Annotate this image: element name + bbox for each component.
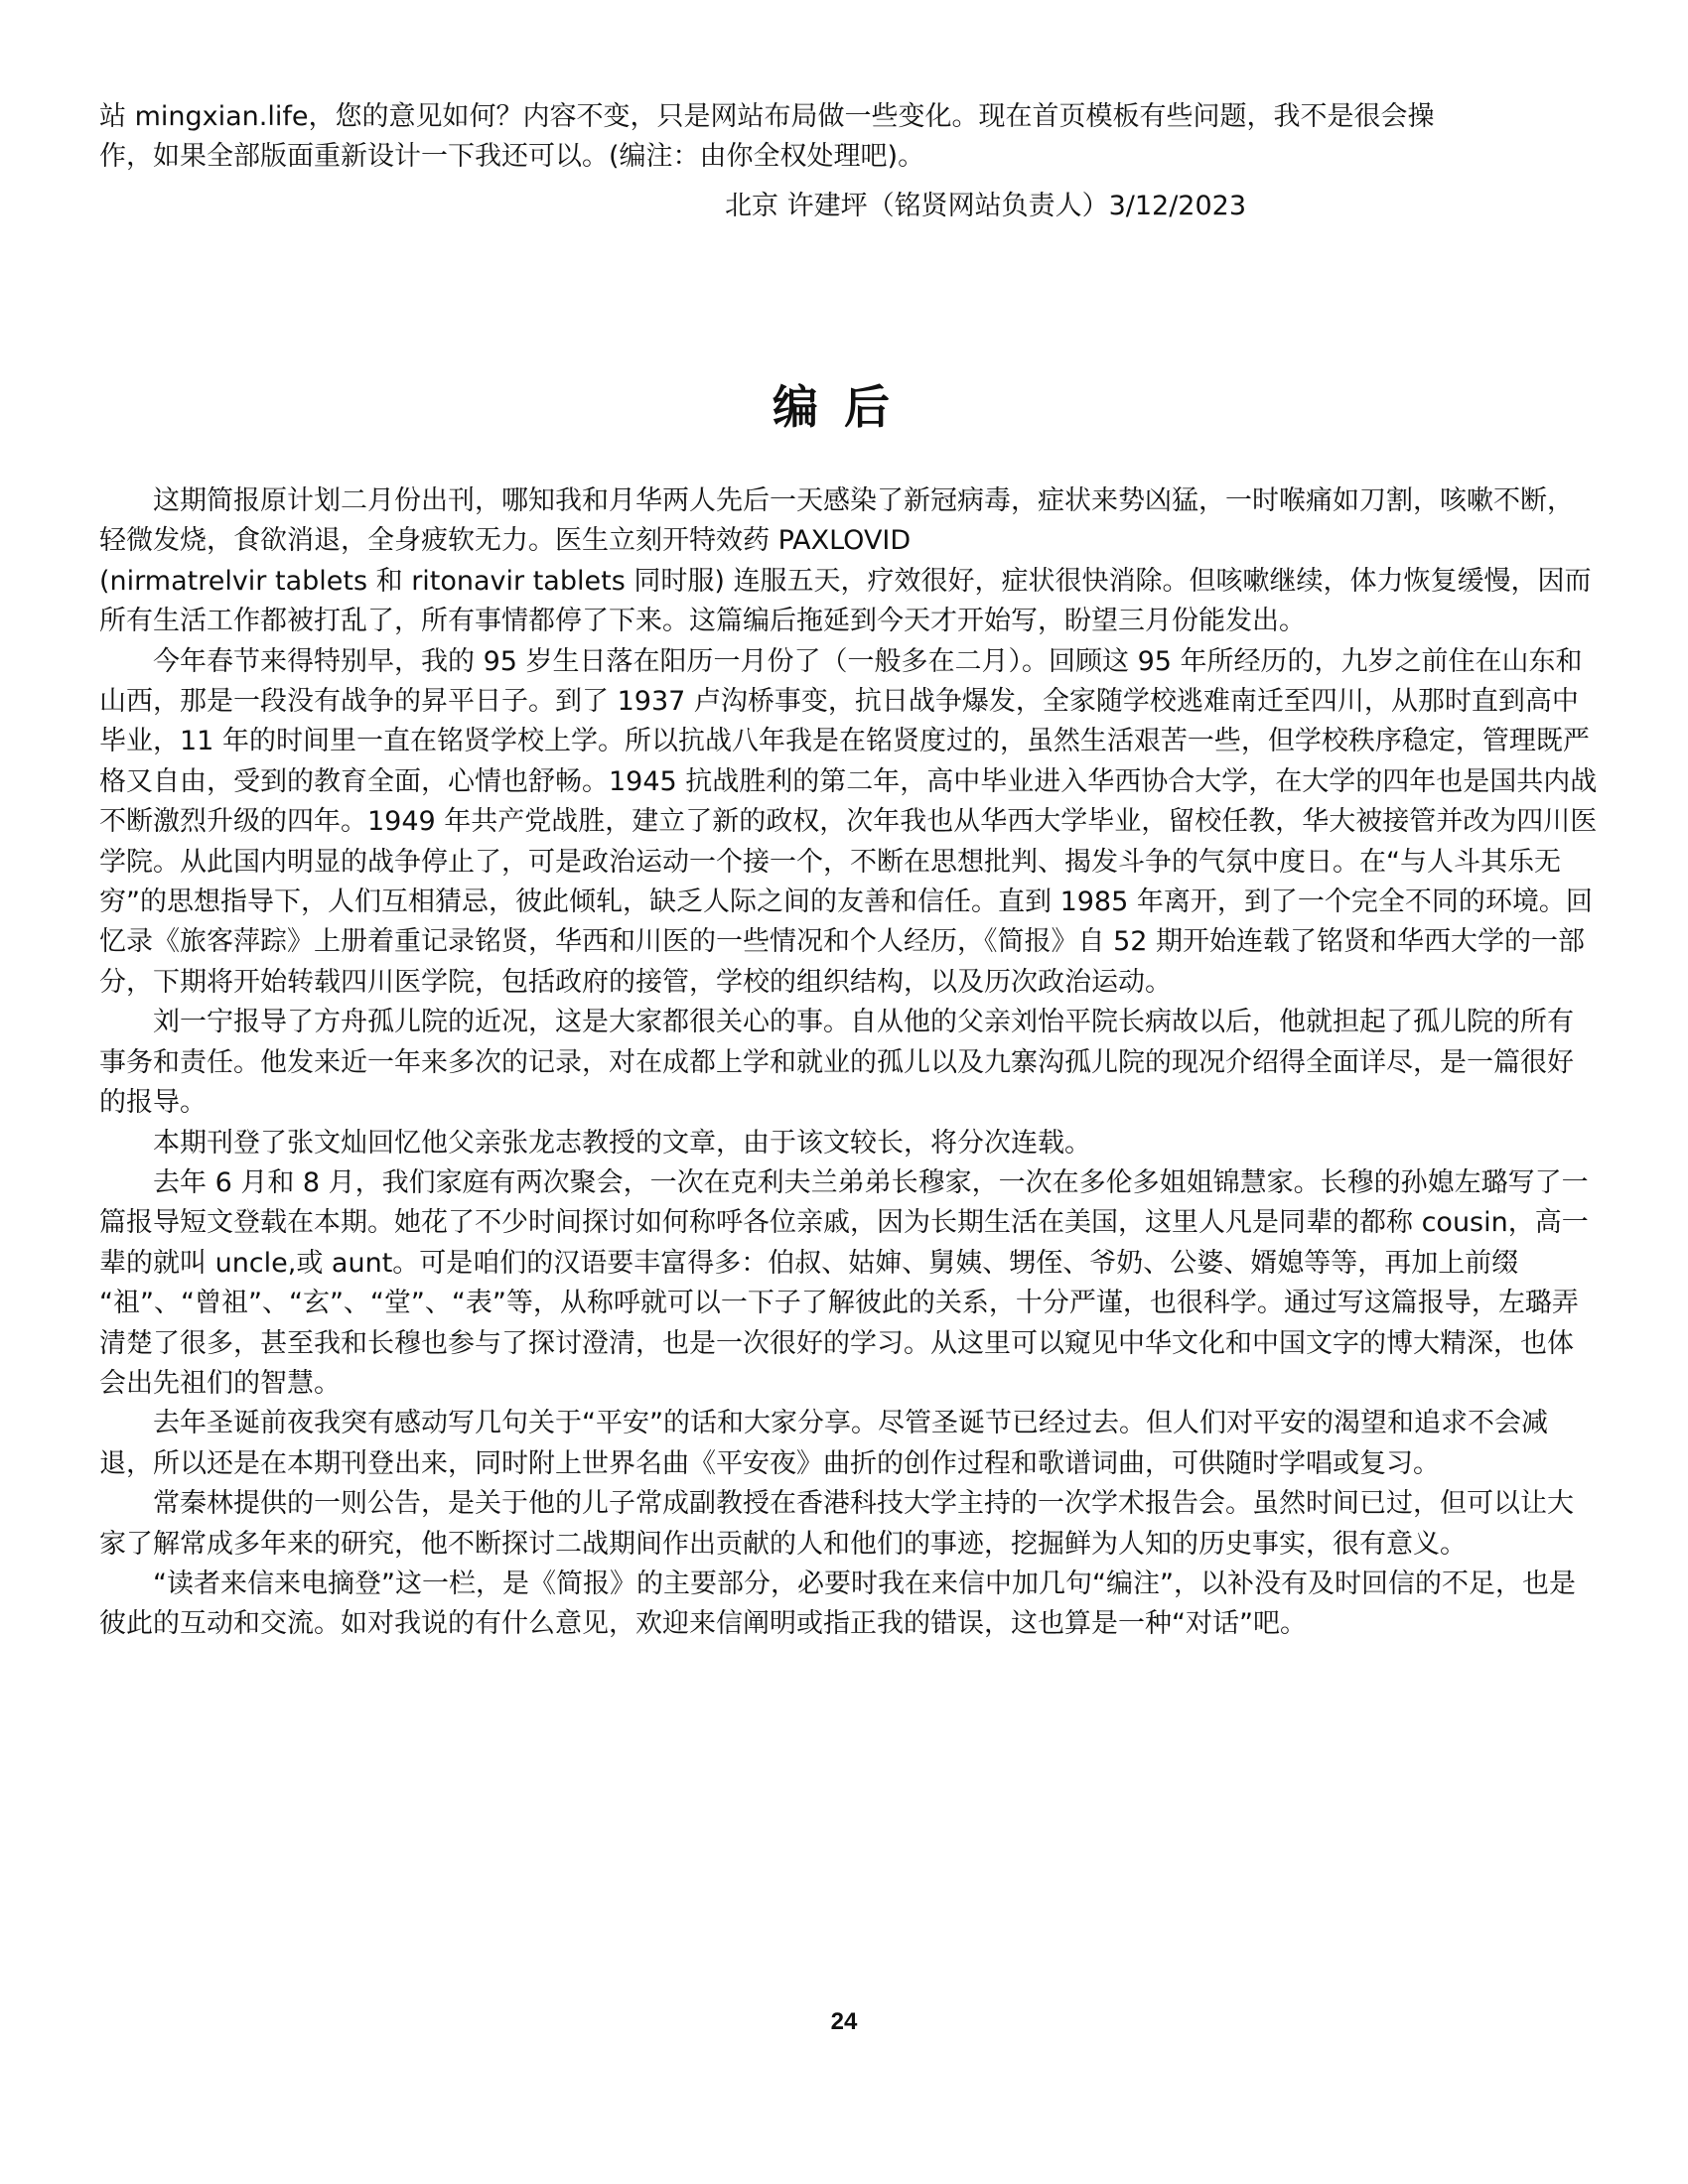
letter-signature: 北京 许建坪（铭贤网站负责人）3/12/2023 (725, 191, 1247, 221)
paragraph: 去年 6 月和 8 月，我们家庭有两次聚会，一次在克利夫兰弟弟长穆家，一次在多伦多姐姐锦慧家。长穆的孙媳左璐写了一篇报导短文登载在本期。她花了不少时间探讨如何称呼各位亲戚，因为长期生活在美国，这里人凡是同辈的都称 cousin，高一辈的就叫 uncle,或 aunt。可是咱们的汉语要丰富得多：伯叔、姑婶、舅姨、甥侄、爷奶、公婆、婿媳等等，再加上前缀 “祖”、“曾祖”、“玄”、“堂”、“表”等，从称呼就可以一下子了解彼此的关系，十分严谨，也很科学。通过写这篇报导，左璐弄清楚了很多，甚至我和长穆也参与了探讨澄清，也是一次很好的学习。从这里可以窥见中华文化和中国文字的博大精深，也体会出先祖们的智慧。 (99, 1166, 1589, 1399)
section-title: 编后 (773, 380, 915, 434)
paragraph: 这期简报原计划二月份出刊，哪知我和月华两人先后一天感染了新冠病毒，症状来势凶猛，一时喉痛如刀割，咳嗽不断，轻微发烧，食欲消退，全身疲软无力。医生立刻开特效药 PAXLOVID (99, 485, 1574, 557)
editorial-body (99, 481, 1599, 1645)
paragraph: (nirmatrelvir tablets 和 ritonavir tablets 同时服) 连服五天，疗效很好，症状很快消除。但咳嗽继续，体力恢复缓慢，因而所有生活工作都被打乱了，所有事情都停了下来。这篇编后拖延到今天才开始写，盼望三月份能发出。 (99, 565, 1592, 637)
paragraph: 刘一宁报导了方舟孤儿院的近况，这是大家都很关心的事。自从他的父亲刘怡平院长病故以后，他就担起了孤儿院的所有事务和责任。他发来近一年来多次的记录，对在成都上学和就业的孤儿以及九寨沟孤儿院的现况介绍得全面详尽，是一篇很好的报导。 (99, 1007, 1574, 1119)
letter-line: 站 mingxian.life，您的意见如何？内容不变，只是网站布局做一些变化。现在首页模板有些问题，我不是很会操 (99, 101, 1435, 132)
paragraph: 本期刊登了张文灿回忆他父亲张龙志教授的文章，由于该文较长，将分次连载。 (153, 1127, 1091, 1159)
paragraph: “读者来信来电摘登”这一栏，是《简报》的主要部分，必要时我在来信中加几句“编注”，以补没有及时回信的不足，也是彼此的互动和交流。如对我说的有什么意见，欢迎来信阐明或指正我的错误，这也算是一种“对话”吧。 (99, 1568, 1576, 1640)
page-number: 24 (830, 2008, 858, 2035)
letter-continuation (99, 97, 1599, 177)
letter-line: 作，如果全部版面重新设计一下我还可以。(编注：由你全权处理吧)。 (99, 141, 925, 172)
paragraph: 去年圣诞前夜我突有感动写几句关于“平安”的话和大家分享。尽管圣诞节已经过去。但人们对平安的渴望和追求不会减退，所以还是在本期刊登出来，同时附上世界名曲《平安夜》曲折的创作过程和歌谱词曲，可供随时学唱或复习。 (99, 1408, 1548, 1479)
paragraph: 今年春节来得特别早，我的 95 岁生日落在阳历一月份了（一般多在二月）。回顾这 95 年所经历的，九岁之前住在山东和山西，那是一段没有战争的昇平日子。到了 1937 卢沟桥事变，抗日战争爆发，全家随学校逃难南迁至四川，从那时直到高中毕业，11 年的时间里一直在铭贤学校上学。所以抗战八年我是在铭贤度过的，虽然生活艰苦一些，但学校秩序稳定，管理既严格又自由，受到的教育全面，心情也舒畅。1945 抗战胜利的第二年，高中毕业进入华西协合大学，在大学的四年也是国共内战不断激烈升级的四年。1949 年共产党战胜，建立了新的政权，次年我也从华西大学毕业，留校任教，华大被接管并改为四川医学院。从此国内明显的战争停止了，可是政治运动一个接一个，不断在思想批判、揭发斗争的气氛中度日。在“与人斗其乐无穷”的思想指导下，人们互相猜忌，彼此倾轧，缺乏人际之间的友善和信任。直到 1985 年离开，到了一个完全不同的环境。回忆录《旅客萍踪》上册着重记录铭贤，华西和川医的一些情况和个人经历，《简报》自 52 期开始连载了铭贤和华西大学的一部分，下期将开始转载四川医学院，包括政府的接管，学校的组织结构，以及历次政治运动。 (99, 645, 1598, 998)
paragraph: 常秦林提供的一则公告，是关于他的儿子常成副教授在香港科技大学主持的一次学术报告会。虽然时间已过，但可以让大家了解常成多年来的研究，他不断探讨二战期间作出贡献的人和他们的事迹，挖掘鲜为人知的历史事实，很有意义。 (99, 1488, 1574, 1560)
